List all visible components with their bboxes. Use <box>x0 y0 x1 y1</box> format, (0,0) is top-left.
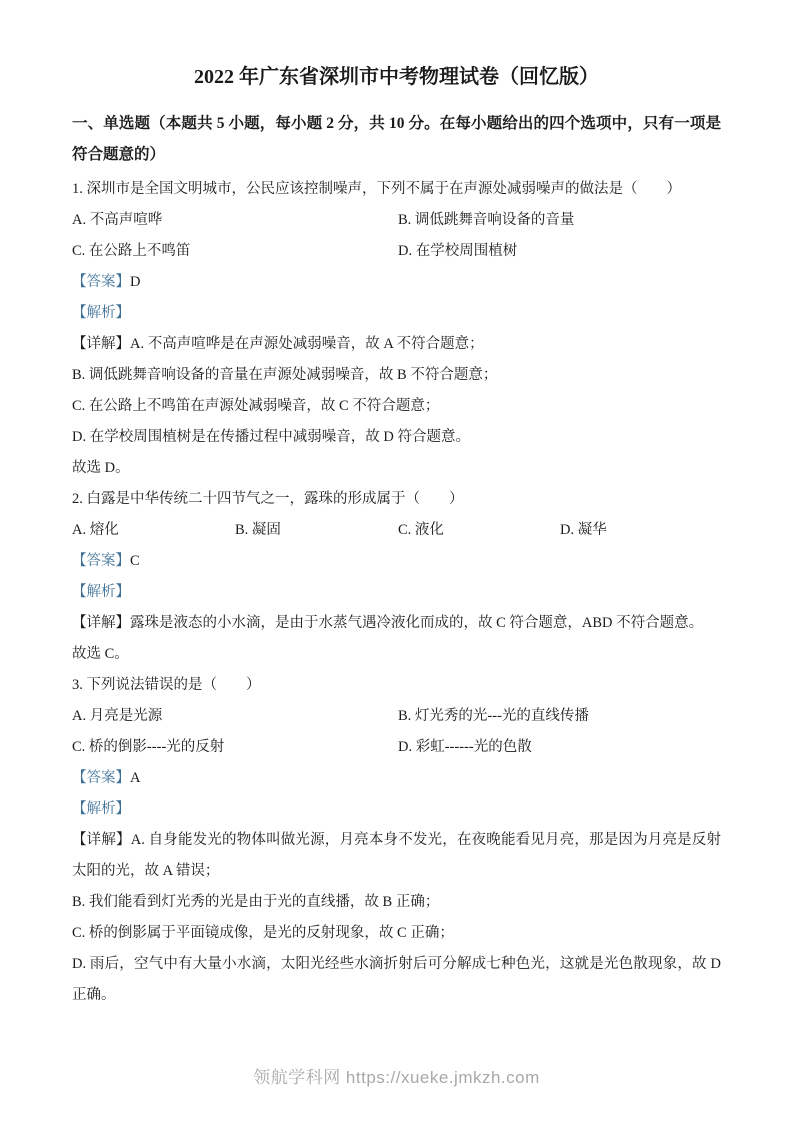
option-c: C. 在公路上不鸣笛 <box>72 243 191 259</box>
answer-line <box>72 267 721 298</box>
question-1-options-row-1 <box>72 205 721 236</box>
option-d: D. 凝华 <box>560 522 607 538</box>
option-b: B. 调低跳舞音响设备的音量 <box>398 212 575 228</box>
analysis-label: 【解析】 <box>72 305 130 321</box>
analysis-line <box>72 577 721 608</box>
option-c: C. 液化 <box>398 522 444 538</box>
analysis-label: 【解析】 <box>72 584 130 600</box>
question-1-options-row-2 <box>72 236 721 267</box>
option-d: D. 彩虹------光的色散 <box>398 739 532 755</box>
detail-line: 【详解】露珠是液态的小水滴，是由于水蒸气遇冷液化而成的，故 C 符合题意，ABD 不符合题意。 <box>72 615 704 631</box>
question-2-stem: 2. 白露是中华传统二十四节气之一，露珠的形成属于（ ） <box>72 491 464 507</box>
option-b: B. 凝固 <box>235 522 281 538</box>
analysis-line <box>72 794 721 825</box>
option-a: A. 熔化 <box>72 522 119 538</box>
option-a: A. 月亮是光源 <box>72 708 163 724</box>
detail-line: D. 雨后，空气中有大量小水滴，太阳光经些水滴折射后可分解成七种色光，这就是光色散现象，故 D 正确。 <box>72 956 721 1003</box>
option-c: C. 桥的倒影----光的反射 <box>72 739 225 755</box>
detail-line: D. 在学校周围植树是在传播过程中减弱噪音，故 D 符合题意。 <box>72 429 470 445</box>
option-b: B. 灯光秀的光---光的直线传播 <box>398 708 589 724</box>
detail-line: 【详解】A. 自身能发光的物体叫做光源，月亮本身不发光，在夜晚能看见月亮，那是因为月亮是反射太阳的光，故 A 错误； <box>72 832 721 879</box>
watermark: 领航学科网 https://xueke.jmkzh.com <box>253 1068 540 1087</box>
answer-value: D <box>130 274 141 290</box>
answer-value: A <box>130 770 141 786</box>
answer-value: C <box>130 553 140 569</box>
section-header: 一、单选题（本题共 5 小题，每小题 2 分，共 10 分。在每小题给出的四个选项中，只有一项是符合题意的） <box>72 115 721 163</box>
answer-label: 【答案】 <box>72 274 130 290</box>
question-3-options-row-2 <box>72 732 721 763</box>
conclusion-line: 故选 D。 <box>72 460 130 476</box>
analysis-line <box>72 298 721 329</box>
option-a: A. 不高声喧哗 <box>72 212 163 228</box>
detail-line: C. 桥的倒影属于平面镜成像，是光的反射现象，故 C 正确； <box>72 925 454 941</box>
answer-label: 【答案】 <box>72 770 130 786</box>
answer-label: 【答案】 <box>72 553 130 569</box>
answer-line <box>72 763 721 794</box>
conclusion-line: 故选 C。 <box>72 646 129 662</box>
question-1-stem: 1. 深圳市是全国文明城市，公民应该控制噪声，下列不属于在声源处减弱噪声的做法是（ ） <box>72 181 681 197</box>
detail-line: C. 在公路上不鸣笛在声源处减弱噪音，故 C 不符合题意； <box>72 398 440 414</box>
question-3-options-row-1 <box>72 701 721 732</box>
detail-line: B. 我们能看到灯光秀的光是由于光的直线播，故 B 正确； <box>72 894 440 910</box>
answer-line <box>72 546 721 577</box>
detail-line: B. 调低跳舞音响设备的音量在声源处减弱噪音，故 B 不符合题意； <box>72 367 498 383</box>
option-d: D. 在学校周围植树 <box>398 243 518 259</box>
question-2-options-row <box>72 515 721 546</box>
detail-line: 【详解】A. 不高声喧哗是在声源处减弱噪音，故 A 不符合题意； <box>72 336 484 352</box>
question-3-stem: 3. 下列说法错误的是（ ） <box>72 677 261 693</box>
analysis-label: 【解析】 <box>72 801 130 817</box>
exam-title: 2022 年广东省深圳市中考物理试卷（回忆版） <box>194 66 599 88</box>
